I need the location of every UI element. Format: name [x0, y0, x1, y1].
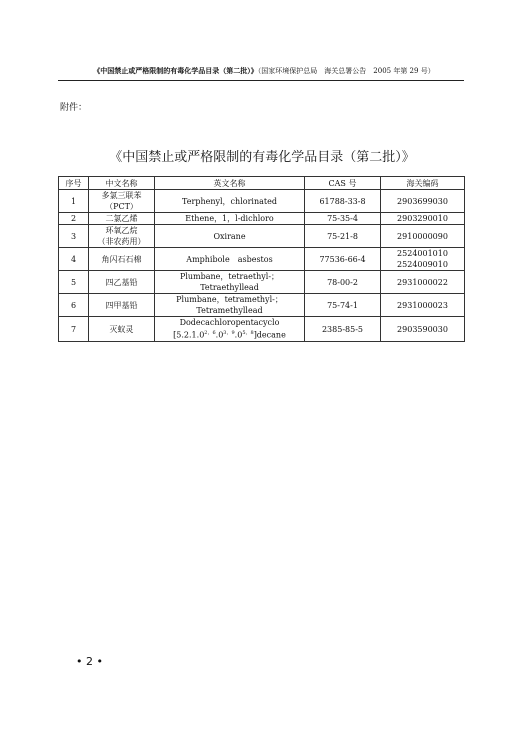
cell-hs-code: 2903699030 — [381, 190, 465, 213]
cell-hs-code: 2903590030 — [381, 317, 465, 342]
table-header-row — [59, 177, 465, 190]
cell-no: 5 — [59, 271, 89, 294]
header-no: 序号 — [59, 177, 89, 190]
cell-no: 1 — [59, 190, 89, 213]
cell-no: 4 — [59, 248, 89, 271]
en-name-part: .0 — [234, 330, 243, 340]
cell-no: 6 — [59, 294, 89, 317]
cell-cas: 75-35-4 — [305, 213, 381, 225]
page-number: • 2 • — [76, 655, 103, 668]
superscript: 2，6 — [204, 330, 216, 337]
table-row — [59, 294, 465, 317]
cell-en-name: Terphenyl，chlorinated — [155, 190, 305, 213]
cn-name-line: 多氯三联苯 — [101, 191, 142, 200]
cn-name-line: （PCT） — [105, 202, 138, 211]
cn-name-line: （非农药用） — [97, 237, 146, 246]
cell-en-name — [155, 317, 305, 342]
chemicals-table — [58, 176, 465, 342]
cell-cas: 77536-66-4 — [305, 248, 381, 271]
cell-cas: 78-00-2 — [305, 271, 381, 294]
cell-cas: 75-21-8 — [305, 225, 381, 248]
en-name-part: .0 — [215, 330, 224, 340]
cell-cn-name: 角闪石石棉 — [89, 248, 155, 271]
en-name-part: [5.2.1.0 — [173, 330, 205, 340]
cell-en-name: Plumbane，tetraethyl-；Tetraethyllead — [155, 271, 305, 294]
cell-en-name: Amphibole asbestos — [155, 248, 305, 271]
hs-code-line: 2524009010 — [397, 260, 448, 269]
table-row — [59, 271, 465, 294]
cell-hs-code: 2931000022 — [381, 271, 465, 294]
en-name-line: Dodecachloropentacyclo — [179, 318, 280, 328]
cell-hs-code — [381, 248, 465, 271]
en-name-part: ]decane — [253, 330, 286, 340]
cell-en-name: Ethene，1，l-dichloro — [155, 213, 305, 225]
cell-cn-name — [89, 225, 155, 248]
cell-no: 3 — [59, 225, 89, 248]
hs-code-line: 2524001010 — [397, 249, 448, 258]
cell-cn-name: 四乙基铅 — [89, 271, 155, 294]
cell-cn-name: 四甲基铅 — [89, 294, 155, 317]
superscript: 5，8 — [242, 330, 254, 337]
cell-no: 2 — [59, 213, 89, 225]
header-source: （国家环境保护总局 海关总署公告 2005 年第 29 号） — [257, 67, 435, 75]
cell-cn-name: 二氯乙烯 — [89, 213, 155, 225]
header-hs-code: 海关编码 — [381, 177, 465, 190]
table-row — [59, 317, 465, 342]
table-row — [59, 190, 465, 213]
header-rule — [58, 80, 464, 81]
cell-cas: 2385-85-5 — [305, 317, 381, 342]
cell-hs-code: 2931000023 — [381, 294, 465, 317]
cn-name-line: 环氧乙烷 — [105, 226, 138, 235]
cell-hs-code: 2910000090 — [381, 225, 465, 248]
running-header — [66, 66, 462, 76]
cell-cn-name — [89, 190, 155, 213]
attachment-label: 附件： — [60, 103, 88, 113]
header-cas: CAS 号 — [305, 177, 381, 190]
cell-cn-name: 灭蚁灵 — [89, 317, 155, 342]
cell-cas: 75-74-1 — [305, 294, 381, 317]
cell-cas: 61788-33-8 — [305, 190, 381, 213]
superscript: 3，9 — [223, 330, 235, 337]
header-title: 《中国禁止或严格限制的有毒化学品目录（第二批）》 — [93, 67, 258, 75]
header-en-name: 英文名称 — [155, 177, 305, 190]
cell-en-name: Oxirane — [155, 225, 305, 248]
header-cn-name: 中文名称 — [89, 177, 155, 190]
table-row — [59, 248, 465, 271]
table-row — [59, 225, 465, 248]
en-name-line — [156, 328, 303, 341]
cell-no: 7 — [59, 317, 89, 342]
table-row — [59, 213, 465, 225]
document-title: 《中国禁止或严格限制的有毒化学品目录（第二批）》 — [109, 150, 415, 165]
cell-en-name: Plumbane，tetramethyl-；Tetramethyllead — [155, 294, 305, 317]
cell-hs-code: 2903290010 — [381, 213, 465, 225]
